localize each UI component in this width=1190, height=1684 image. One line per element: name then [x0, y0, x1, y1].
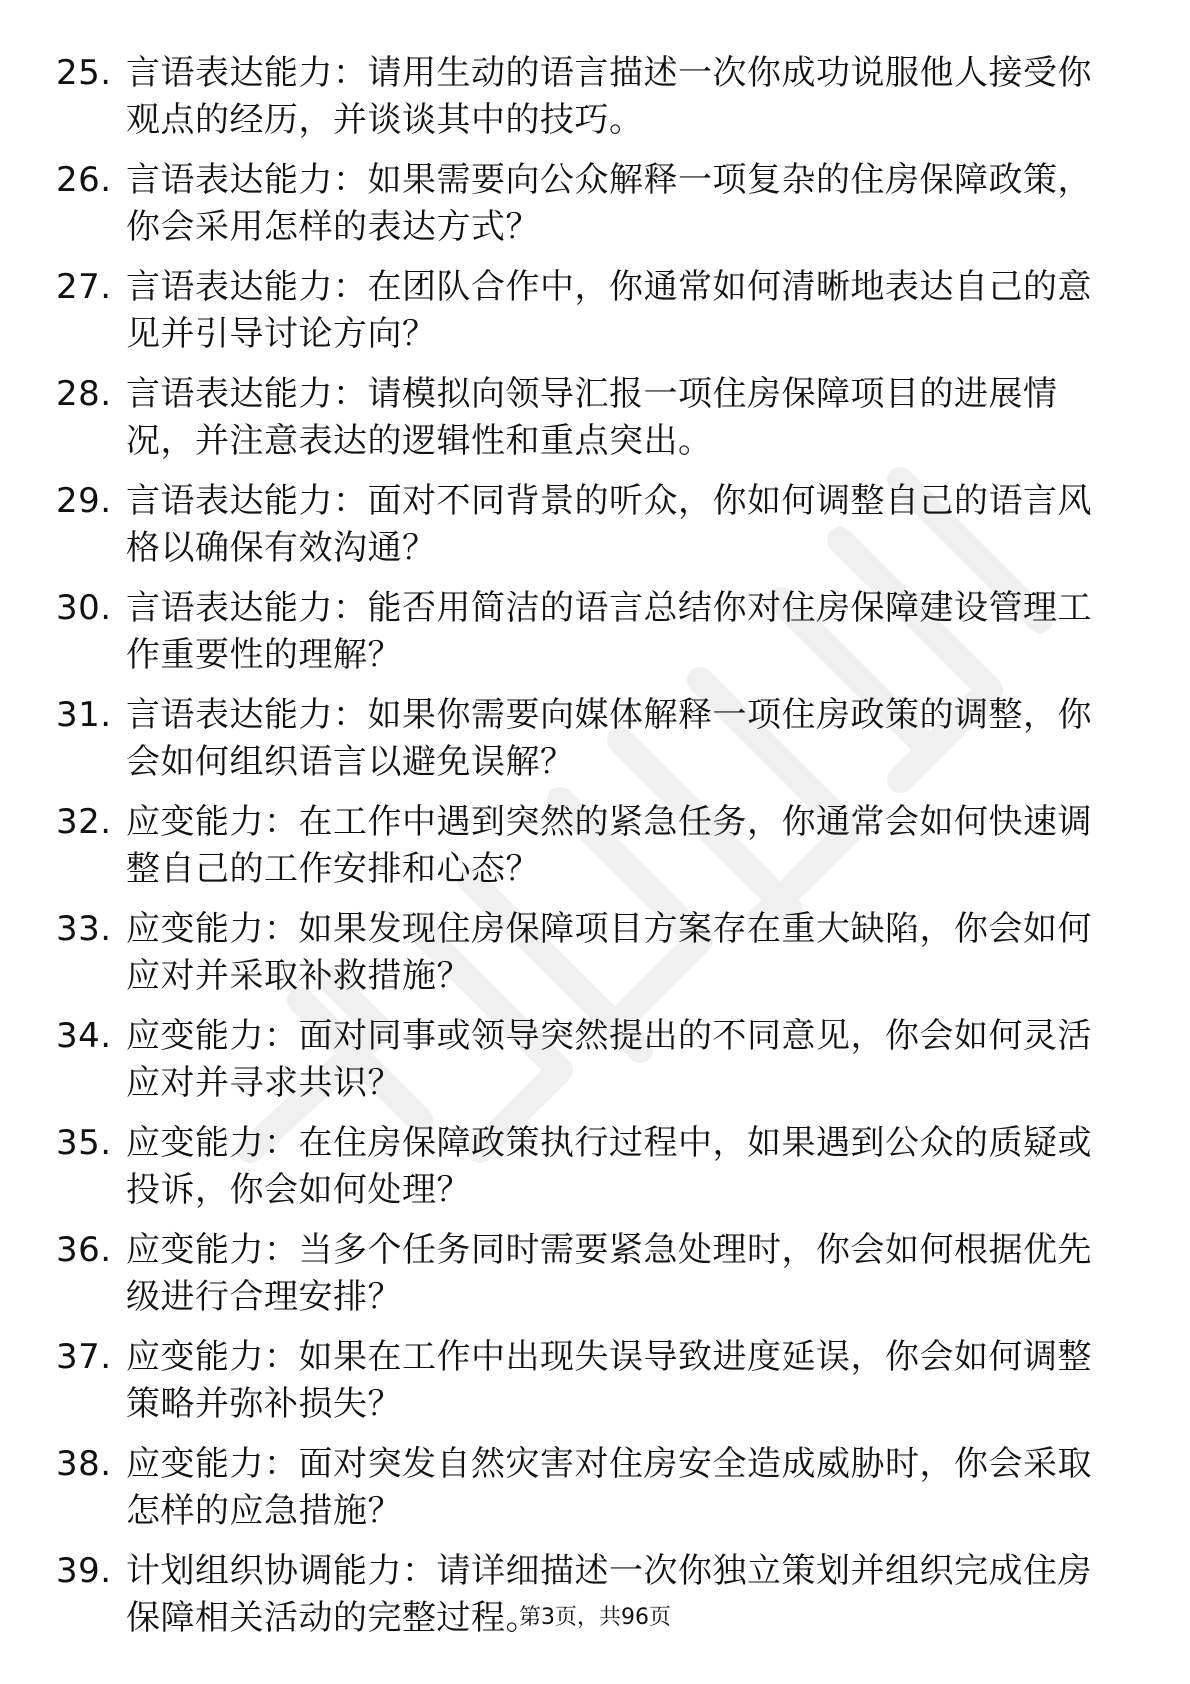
question-item [56, 1227, 1116, 1321]
question-item [56, 692, 1116, 786]
question-item [56, 157, 1116, 251]
question-text: 计划组织协调能力：请详细描述一次你独立策划并组织完成住房保障相关活动的完整过程。 [126, 1551, 1092, 1638]
question-text: 言语表达能力：能否用简洁的语言总结你对住房保障建设管理工作重要性的理解？ [126, 588, 1092, 675]
question-number: 38. [56, 1444, 112, 1484]
question-number: 36. [56, 1230, 112, 1270]
question-item [56, 799, 1116, 893]
question-number: 27. [56, 267, 112, 307]
question-text: 言语表达能力：如果你需要向媒体解释一项住房政策的调整，你会如何组织语言以避免误解？ [126, 695, 1092, 782]
question-number: 31. [56, 695, 112, 735]
question-text: 应变能力：如果在工作中出现失误导致进度延误，你会如何调整策略并弥补损失？ [126, 1337, 1092, 1424]
question-item [56, 478, 1116, 572]
question-number: 30. [56, 588, 112, 628]
question-text: 应变能力：在住房保障政策执行过程中，如果遇到公众的质疑或投诉，你会如何处理？ [126, 1123, 1092, 1210]
question-number: 25. [56, 53, 112, 93]
question-number: 28. [56, 374, 112, 414]
question-item [56, 585, 1116, 679]
question-number: 34. [56, 1016, 112, 1056]
question-item [56, 371, 1116, 465]
question-text: 言语表达能力：请用生动的语言描述一次你成功说服他人接受你观点的经历，并谈谈其中的技巧。 [126, 53, 1092, 140]
page-number-label: 第3页，共96页 [519, 1605, 671, 1630]
question-text: 言语表达能力：如果需要向公众解释一项复杂的住房保障政策，你会采用怎样的表达方式？ [126, 160, 1092, 247]
question-item [56, 1334, 1116, 1428]
question-text: 言语表达能力：请模拟向领导汇报一项住房保障项目的进展情况，并注意表达的逻辑性和重点突出。 [126, 374, 1058, 461]
question-item [56, 906, 1116, 1000]
question-text: 应变能力：当多个任务同时需要紧急处理时，你会如何根据优先级进行合理安排？ [126, 1230, 1092, 1317]
question-number: 39. [56, 1551, 112, 1591]
question-number: 35. [56, 1123, 112, 1163]
question-number: 26. [56, 160, 112, 200]
question-list [56, 50, 1116, 1655]
question-text: 言语表达能力：在团队合作中，你通常如何清晰地表达自己的意见并引导讨论方向？ [126, 267, 1092, 354]
question-number: 33. [56, 909, 112, 949]
question-item [56, 50, 1116, 144]
question-text: 应变能力：面对同事或领导突然提出的不同意见，你会如何灵活应对并寻求共识？ [126, 1016, 1092, 1103]
question-item [56, 264, 1116, 358]
question-item [56, 1441, 1116, 1535]
question-text: 应变能力：面对突发自然灾害对住房安全造成威胁时，你会采取怎样的应急措施？ [126, 1444, 1092, 1531]
question-text: 应变能力：在工作中遇到突然的紧急任务，你通常会如何快速调整自己的工作安排和心态？ [126, 802, 1092, 889]
question-number: 37. [56, 1337, 112, 1377]
question-number: 32. [56, 802, 112, 842]
question-item [56, 1013, 1116, 1107]
question-text: 应变能力：如果发现住房保障项目方案存在重大缺陷，你会如何应对并采取补救措施？ [126, 909, 1092, 996]
question-text: 言语表达能力：面对不同背景的听众，你如何调整自己的语言风格以确保有效沟通？ [126, 481, 1092, 568]
page-footer [0, 1600, 1190, 1631]
question-number: 29. [56, 481, 112, 521]
question-item [56, 1120, 1116, 1214]
